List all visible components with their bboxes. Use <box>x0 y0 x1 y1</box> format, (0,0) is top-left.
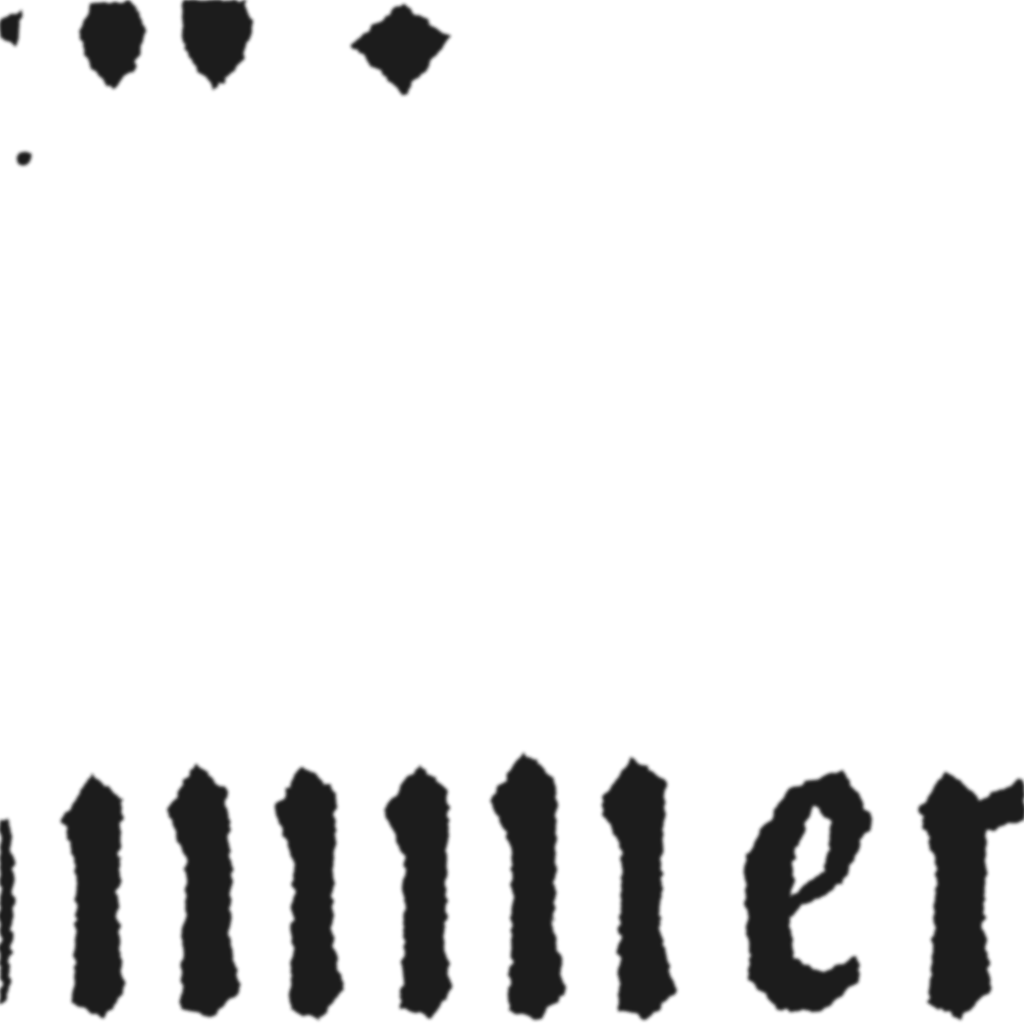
letter-e <box>744 770 872 1012</box>
stroke-1 <box>62 774 124 1018</box>
stroke-5 <box>490 752 566 1020</box>
top-line-glyphs <box>0 0 450 165</box>
stroke-7 <box>918 770 1024 1018</box>
bottom-word-glyphs <box>0 752 1024 1020</box>
top-mark-edge <box>0 10 22 44</box>
top-stroke-1 <box>80 2 146 88</box>
ink-speck <box>17 151 31 165</box>
stroke-6 <box>600 756 676 1020</box>
stroke-0 <box>0 818 14 1004</box>
interpunct-dot <box>352 4 450 96</box>
stroke-3 <box>274 766 344 1020</box>
stroke-2 <box>168 764 240 1018</box>
top-stroke-2 <box>180 0 254 90</box>
stroke-4 <box>384 764 452 1018</box>
